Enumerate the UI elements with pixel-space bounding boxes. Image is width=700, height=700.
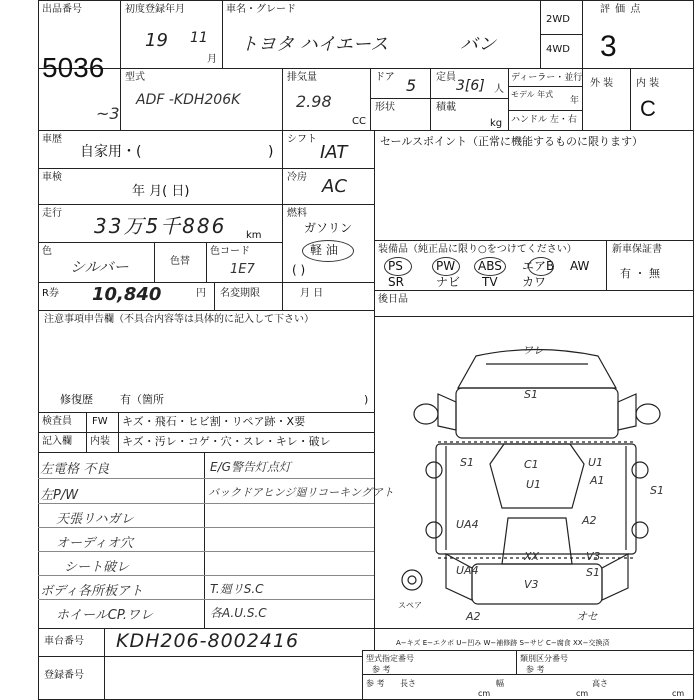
equipment-label: 装備品（純正品に限り○をつけてください） xyxy=(378,244,577,255)
mileage-value: 33万5千886 xyxy=(94,214,227,238)
month-unit: 月 xyxy=(207,54,217,65)
mark-top-crack: ワレ xyxy=(522,344,544,357)
km-unit: km xyxy=(246,230,262,241)
r-value: 10,840 xyxy=(92,284,162,305)
shaken-label: 車検 xyxy=(42,172,62,183)
color-label: 色 xyxy=(42,246,52,257)
repair-value: 有（箇所 xyxy=(120,393,164,406)
name-change-format: 月 日 xyxy=(300,288,324,299)
note-left-3: 天張リハガレ xyxy=(56,512,134,527)
capacity-label: 定員 xyxy=(436,72,456,83)
equip-airbag-circle xyxy=(528,257,554,276)
history-close: ) xyxy=(268,144,274,160)
sales-point-label: セールスポイント（正常に機能するものに限ります） xyxy=(380,135,644,148)
note-left-1: 左電格 不良 xyxy=(40,462,110,477)
equip-tv: TV xyxy=(482,275,498,289)
first-registration-year: 19 xyxy=(145,30,168,51)
name-change-label: 名変期限 xyxy=(220,288,260,299)
equip-ps: PS xyxy=(388,259,403,273)
door-value: 5 xyxy=(406,76,417,95)
inspector-label: 検査員 xyxy=(42,416,72,427)
door-label: ドア xyxy=(375,72,395,83)
dimensions-ref: 参 考 xyxy=(366,679,385,688)
first-registration-label: 初度登録年月 xyxy=(125,4,185,15)
color-value: シルバー xyxy=(70,258,129,276)
mark-a2-rear: A2 xyxy=(466,610,481,623)
fw-label: FW xyxy=(92,416,108,427)
shift-value: IAT xyxy=(320,142,348,163)
caution-label: 注意事項申告欄（不具合内容等は具体的に記入して下さい） xyxy=(44,314,314,325)
shape-label: 形状 xyxy=(375,102,395,113)
equip-pw-circle xyxy=(432,257,460,276)
equip-navi: ナビ xyxy=(436,275,461,289)
interior-inspect-label: 内装 xyxy=(90,436,110,447)
color-tone-label: 色替 xyxy=(170,256,190,267)
mark-u1-right: U1 xyxy=(588,456,604,469)
history-label: 車歴 xyxy=(42,134,62,145)
mark-s1-right-side: S1 xyxy=(650,484,664,497)
model-label: 型式 xyxy=(125,72,145,83)
note-left-2: 左P/W xyxy=(40,488,79,503)
cc-unit: CC xyxy=(352,116,366,127)
aircon-label: 冷房 xyxy=(287,172,307,183)
mark-s1-left-front: S1 xyxy=(460,456,474,469)
warranty-label: 新車保証書 xyxy=(612,244,662,255)
shift-label: シフト xyxy=(287,134,317,145)
width-unit: cm xyxy=(576,689,589,698)
note-right-2: バックドアヒンジ廻リコーキングアト xyxy=(208,486,394,499)
equip-abs: ABS xyxy=(478,259,502,273)
shaken-format: 年 月( 日) xyxy=(132,184,190,199)
mark-v3-rear: V3 xyxy=(524,578,539,591)
equip-sr: SR xyxy=(388,275,404,289)
recorder-label: 記入欄 xyxy=(42,436,72,447)
repair-label: 修復歴 xyxy=(60,393,93,406)
mark-s1-rear-right: S1 xyxy=(586,566,600,579)
interior-grade: C xyxy=(640,96,656,121)
kg-unit: kg xyxy=(490,118,503,129)
car-damage-diagram xyxy=(376,318,692,628)
eval-label: 評 価 点 xyxy=(600,4,642,15)
damage-legend: A−キズ E−エクボ U−凹み W−補修跡 S−サビ C−腐食 XX−交換済 xyxy=(396,639,610,647)
chassis-label: 車台番号 xyxy=(44,636,84,647)
mileage-label: 走行 xyxy=(42,208,62,219)
designation-label: 型式指定番号 xyxy=(366,654,414,663)
year-unit: 年 xyxy=(570,96,580,106)
post-items-label: 後日品 xyxy=(378,294,408,305)
equip-pw: PW xyxy=(436,259,456,273)
dealer-label: ディーラー・並行 xyxy=(511,73,583,83)
spare-label: スペア xyxy=(398,601,422,610)
mark-c1: C1 xyxy=(524,458,539,471)
fuel-light-oil: 軽 油 xyxy=(310,243,338,257)
mark-xx: XX xyxy=(524,550,540,563)
note-right-7: 各A.U.S.C xyxy=(210,606,267,620)
aircon-value: AC xyxy=(322,176,347,197)
lot-number: 5036 xyxy=(42,52,105,83)
height-unit: cm xyxy=(672,689,685,698)
repair-close: ) xyxy=(364,393,369,406)
drive-2wd: 2WD xyxy=(546,14,570,25)
interior-options: キズ・汚レ・コゲ・穴・スレ・キレ・破レ xyxy=(122,435,331,448)
fuel-paren: ( ) xyxy=(292,263,306,277)
length-unit: cm xyxy=(478,689,491,698)
eval-score: 3 xyxy=(600,30,617,63)
equip-airbag: エアB xyxy=(522,259,555,273)
color-code-value: 1E7 xyxy=(230,262,255,277)
equip-abs-circle xyxy=(474,257,506,276)
warranty-value: 有 ・ 無 xyxy=(620,267,660,280)
fuel-gasoline: ガソリン xyxy=(304,221,353,235)
load-label: 積載 xyxy=(436,102,456,113)
yen-unit: 円 xyxy=(196,288,206,299)
height-label: 高さ xyxy=(592,679,608,688)
fuel-label: 燃料 xyxy=(287,208,307,219)
note-left-7: ホイールCP.ワレ xyxy=(56,608,153,623)
fw-options: キズ・飛石・ヒビ割・リペア跡・X要 xyxy=(122,415,306,428)
mark-v3-right: V3 xyxy=(586,550,601,563)
first-registration-month: 11 xyxy=(190,30,208,46)
mark-a2-right: A2 xyxy=(582,514,597,527)
registration-label: 登録番号 xyxy=(44,670,84,681)
note-left-6: ボディ各所板アト xyxy=(40,584,143,599)
note-left-5: シート破レ xyxy=(64,560,130,575)
lot-number-label: 出品番号 xyxy=(42,4,82,15)
model-value: ADF -KDH206K xyxy=(136,92,241,108)
capacity-value: 3[6] xyxy=(456,78,485,94)
displacement-label: 排気量 xyxy=(287,72,317,83)
note-left-4: オーディオ穴 xyxy=(56,536,133,551)
mark-a1: A1 xyxy=(590,474,605,487)
drive-4wd: 4WD xyxy=(546,44,570,55)
mark-dent: オセ xyxy=(576,610,598,623)
history-value: 自家用・( xyxy=(80,144,142,160)
equip-leather: カワ xyxy=(522,275,547,289)
mark-u1-center: U1 xyxy=(526,478,542,491)
mark-s1-hood: S1 xyxy=(524,388,538,401)
mark-ua4-left: UA4 xyxy=(456,518,479,531)
model-year-label: モデル 年式 xyxy=(511,90,554,99)
chassis-value: KDH206-8002416 xyxy=(116,630,300,652)
handle-label: ハンドル 左・右 xyxy=(511,115,577,125)
displacement-value: 2.98 xyxy=(296,92,332,111)
car-name: トヨタ ハイエース xyxy=(240,34,389,55)
note-right-1: E/G警告灯点灯 xyxy=(210,460,291,474)
equip-aw: AW xyxy=(570,259,590,273)
designation-ref: 参 考 xyxy=(372,665,391,674)
r-label: R券 xyxy=(42,288,59,299)
color-code-label: 色コード xyxy=(210,246,250,257)
grade: バン xyxy=(460,34,496,55)
person-unit: 人 xyxy=(494,84,504,95)
classification-ref: 参 考 xyxy=(526,665,545,674)
classification-label: 類別区分番号 xyxy=(520,654,568,663)
car-name-label: 車名・グレード xyxy=(226,4,296,15)
fuel-circle xyxy=(302,240,354,262)
width-label: 幅 xyxy=(496,679,504,688)
note-right-6: T.廻リS.C xyxy=(210,582,264,596)
exterior-label: 外 装 xyxy=(590,78,614,89)
interior-label: 内 装 xyxy=(636,78,660,89)
lot-mark: ~3 xyxy=(96,104,120,123)
length-label: 長さ xyxy=(400,679,416,688)
equip-ps-circle xyxy=(384,257,412,276)
mark-ua4-rear: UA4 xyxy=(456,564,479,577)
